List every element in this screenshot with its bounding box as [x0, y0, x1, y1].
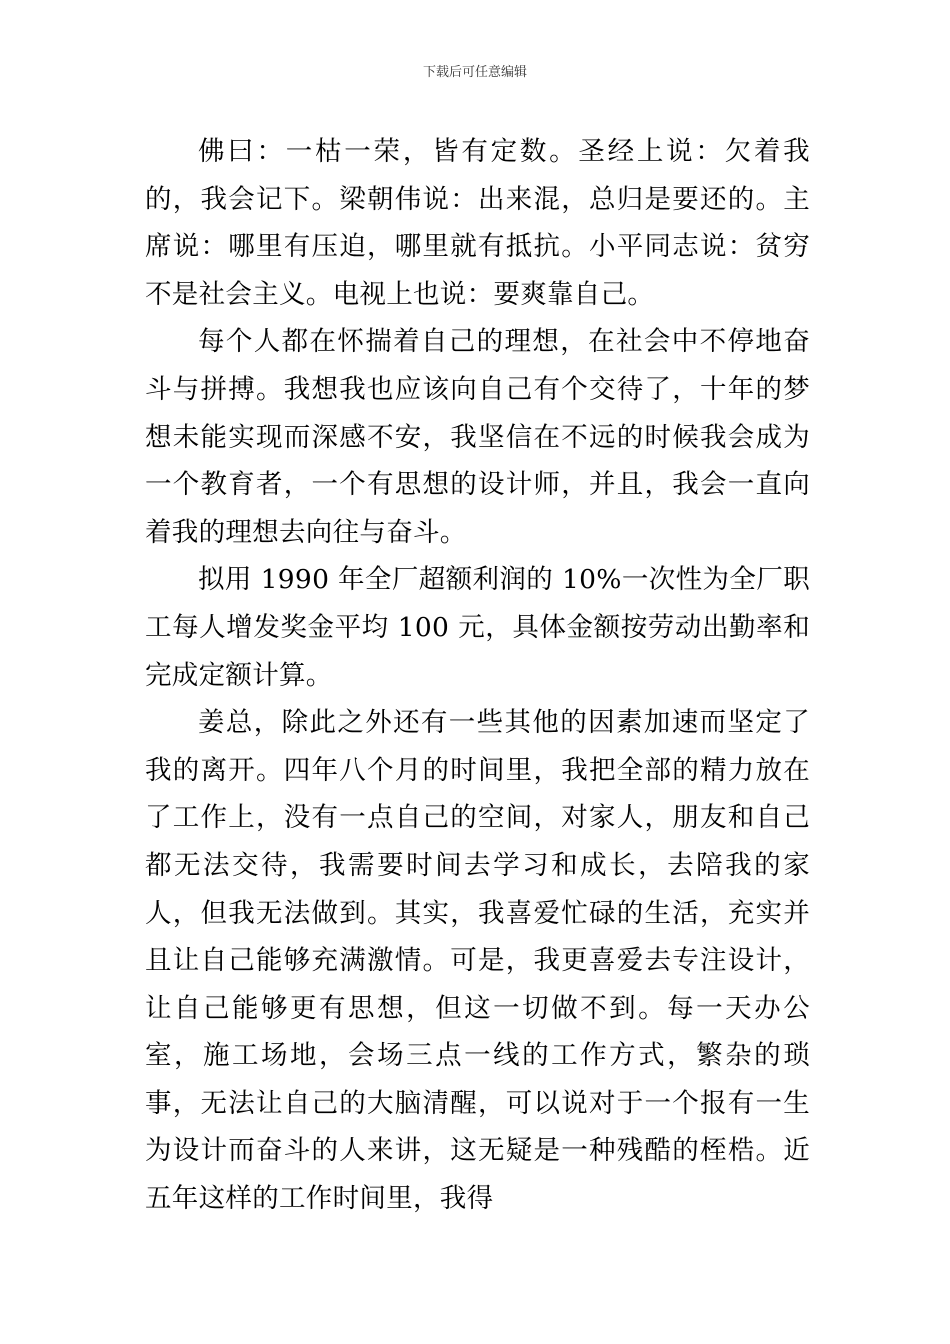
paragraph-quotes: 佛曰：一枯一荣，皆有定数。圣经上说：欠着我的，我会记下。梁朝伟说：出来混，总归是要还的。主席说：哪里有压迫，哪里就有抵抗。小平同志说：贫穷不是社会主义。电视上也说：要爽靠自己。: [145, 136, 810, 310]
page-header: 下载后可任意编辑: [422, 65, 527, 80]
paragraph-bonus: 拟用 1990 年全厂超额利润的 10%一次性为全厂职工每人增发奖金平均 100 元，具体金额按劳动出勤率和完成定额计算。: [145, 564, 810, 691]
paragraph-resignation: 姜总，除此之外还有一些其他的因素加速而坚定了我的离开。四年八个月的时间里，我把全部的精力放在了工作上，没有一点自己的空间，对家人，朋友和自己都无法交待，我需要时间去学习和成长，去陪我的家人，但我无法做到。其实，我喜爱忙碌的生活，充实并且让自己能够充满激情。可是，我更喜爱去专注设计，让自己能够更有思想，但这一切做不到。每一天办公室，施工场地，会场三点一线的工作方式，繁杂的琐事，无法让自己的大脑清醒，可以说对于一个报有一生为设计而奋斗的人来讲，这无疑是一种残酷的桎梏。近五年这样的工作时间里，我得: [145, 707, 810, 1215]
paragraph-ideals: 每个人都在怀揣着自己的理想，在社会中不停地奋斗与拼搏。我想我也应该向自己有个交待了，十年的梦想未能实现而深感不安，我坚信在不远的时候我会成为一个教育者，一个有思想的设计师，并且，我会一直向着我的理想去向往与奋斗。: [145, 326, 810, 548]
document-body: [145, 128, 810, 1223]
